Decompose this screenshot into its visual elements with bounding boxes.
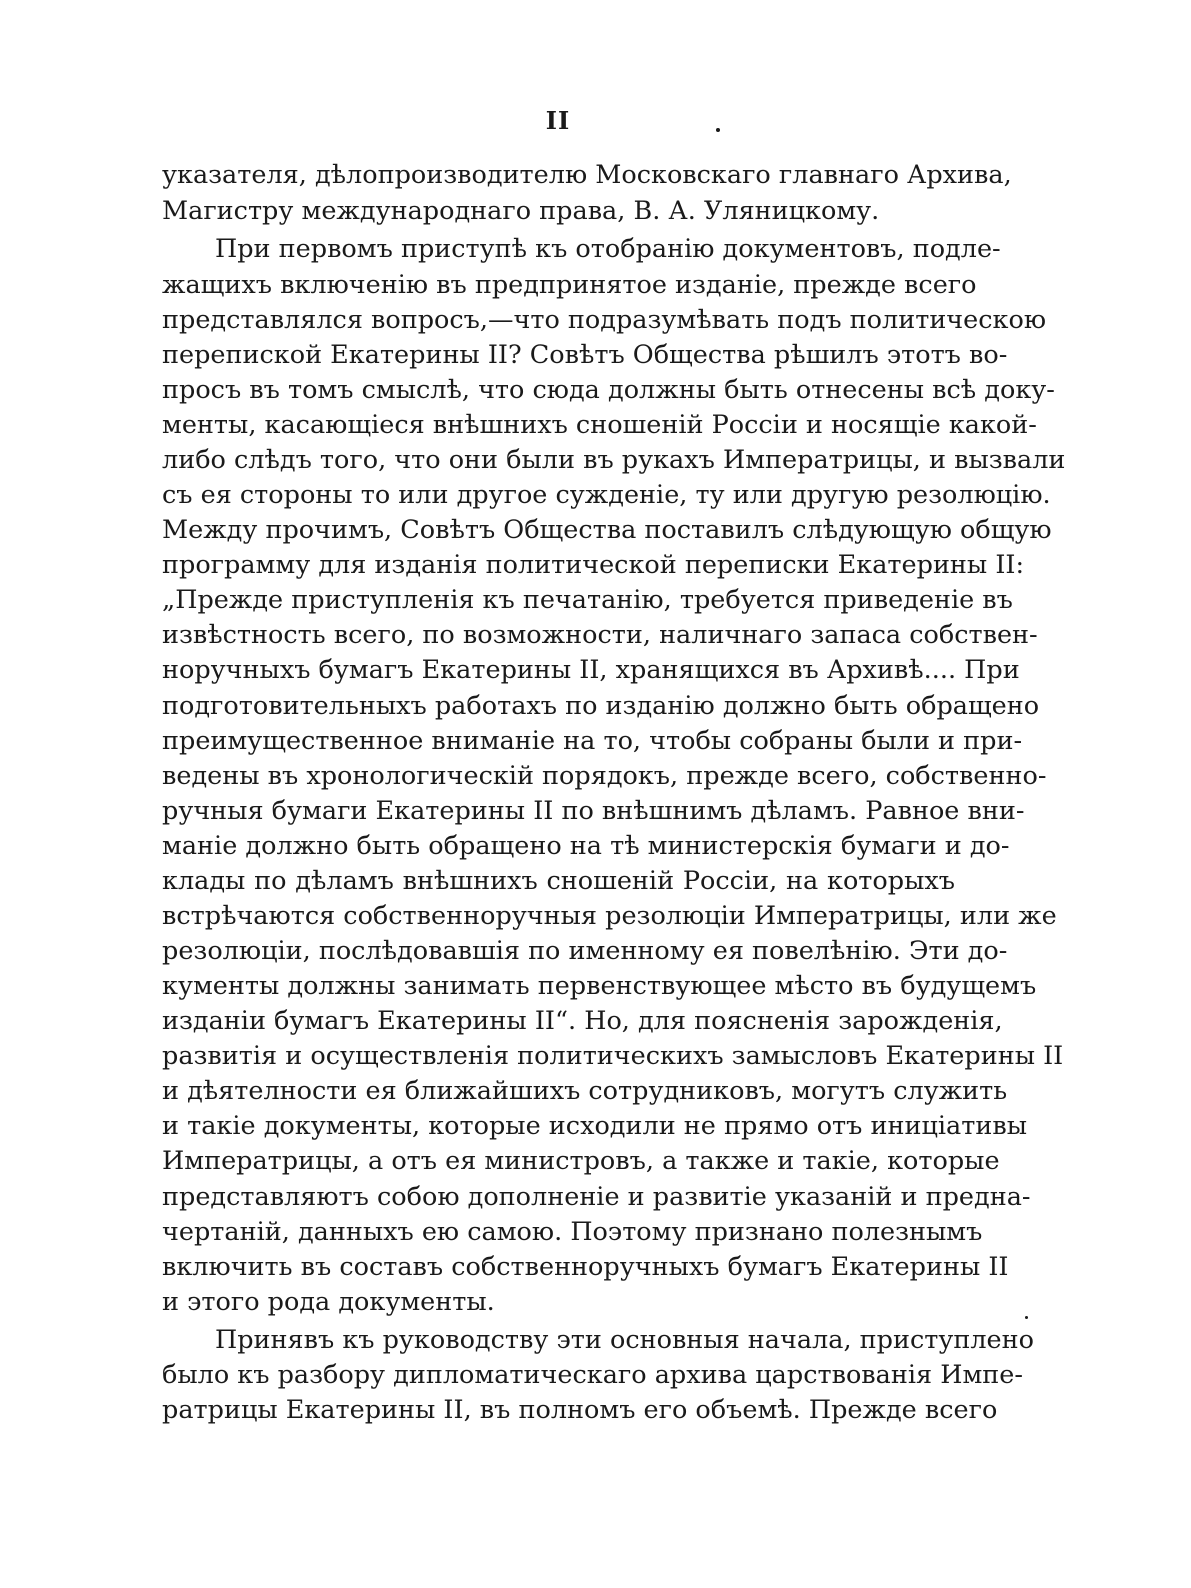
text-line: съ ея стороны то или другое сужденіе, ту или другую резолюцію. xyxy=(162,480,1051,510)
text-line: встрѣчаются собственноручныя резолюціи Императрицы, или же xyxy=(162,901,1057,931)
text-line: кументы должны занимать первенствующее мѣсто въ будущемъ xyxy=(162,971,1037,1001)
text-line: программу для изданія политической переписки Екатерины II: xyxy=(162,550,1025,580)
text-line: перепиской Екатерины II? Совѣтъ Общества рѣшилъ этотъ во- xyxy=(162,340,1008,370)
text-line: и этого рода документы. xyxy=(162,1287,495,1317)
text-line: преимущественное вниманіе на то, чтобы собраны были и при- xyxy=(162,726,1023,756)
text-line: представлялся вопросъ,—что подразумѣвать подъ политическою xyxy=(162,305,1047,335)
text-line: и дѣятелности ея ближайшихъ сотрудниковъ, могутъ служить xyxy=(162,1076,1008,1106)
text-line: норучныхъ бумагъ Екатерины II, хранящихся въ Архивѣ.... При xyxy=(162,655,1020,685)
text-line: ведены въ хронологическій порядокъ, прежде всего, собственно- xyxy=(162,761,1047,791)
text-line: Императрицы, а отъ ея министровъ, а также и такіе, которые xyxy=(162,1146,1000,1176)
text-line: Магистру международнаго права, В. А. Уляницкому. xyxy=(162,196,880,226)
text-line: Между прочимъ, Совѣтъ Общества поставилъ слѣдующую общую xyxy=(162,515,1052,545)
text-line: резолюціи, послѣдовавшія по именному ея повелѣнію. Эти до- xyxy=(162,936,1008,966)
print-speck-decoration xyxy=(1025,1316,1028,1319)
text-line: Принявъ къ руководству эти основныя начала, приступлено xyxy=(215,1325,1035,1355)
text-line: чертаній, данныхъ ею самою. Поэтому признано полезнымъ xyxy=(162,1217,983,1247)
text-line: было къ разбору дипломатическаго архива царствованія Импе- xyxy=(162,1360,1023,1390)
text-line: клады по дѣламъ внѣшнихъ сношеній Россіи, на которыхъ xyxy=(162,866,955,896)
text-line: ратрицы Екатерины II, въ полномъ его объемѣ. Прежде всего xyxy=(162,1395,998,1425)
text-line: „Прежде приступленія къ печатанію, требуется приведеніе въ xyxy=(162,585,1013,615)
text-line: подготовительныхъ работахъ по изданію должно быть обращено xyxy=(162,691,1040,721)
text-line: При первомъ приступѣ къ отобранію документовъ, подле- xyxy=(215,234,1001,264)
text-line: включить въ составъ собственноручныхъ бумагъ Екатерины II xyxy=(162,1252,1009,1282)
text-line: развитія и осуществленія политическихъ замысловъ Екатерины II xyxy=(162,1041,1064,1071)
text-line: изданіи бумагъ Екатерины II“. Но, для поясненія зарожденія, xyxy=(162,1006,1003,1036)
text-line: либо слѣдъ того, что они были въ рукахъ Императрицы, и вызвали xyxy=(162,445,1066,475)
text-line: указателя, дѣлопроизводителю Московскаго главнаго Архива, xyxy=(162,160,1012,190)
text-line: маніе должно быть обращено на тѣ министерскія бумаги и до- xyxy=(162,831,1010,861)
print-speck-decoration xyxy=(716,128,720,132)
text-line: и такіе документы, которые исходили не прямо отъ иниціативы xyxy=(162,1111,1027,1141)
text-line: представляютъ собою дополненіе и развитіе указаній и предна- xyxy=(162,1182,1031,1212)
text-line: менты, касающіеся внѣшнихъ сношеній Россіи и носящіе какой- xyxy=(162,410,1037,440)
text-line: просъ въ томъ смыслѣ, что сюда должны быть отнесены всѣ доку- xyxy=(162,375,1055,405)
text-line: ручныя бумаги Екатерины II по внѣшнимъ дѣламъ. Равное вни- xyxy=(162,796,1025,826)
text-line: жащихъ включенію въ предпринятое изданіе, прежде всего xyxy=(162,270,977,300)
text-line: извѣстность всего, по возможности, наличнаго запаса собствен- xyxy=(162,620,1038,650)
page-number: II xyxy=(545,106,571,135)
